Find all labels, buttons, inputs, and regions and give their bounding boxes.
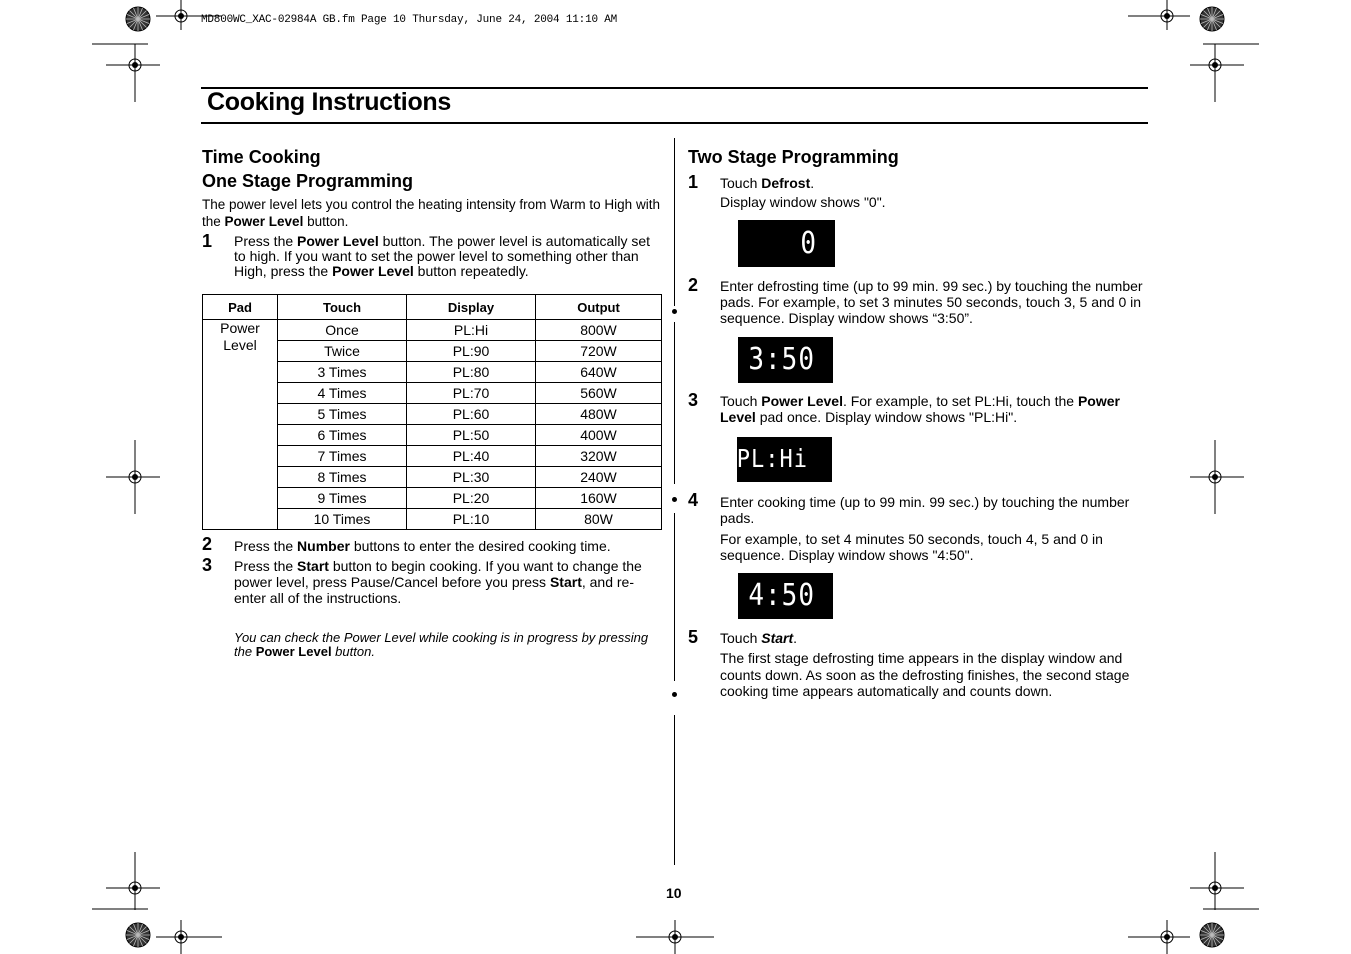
table-cell: 400W <box>536 425 662 446</box>
table-cell: PL:10 <box>407 509 536 530</box>
divider-bullet <box>672 309 677 314</box>
table-header: Display <box>407 295 536 320</box>
step-number: 1 <box>202 231 213 251</box>
table-cell: 80W <box>536 509 662 530</box>
column-divider <box>674 322 675 484</box>
table-cell: 8 Times <box>278 467 407 488</box>
table-cell: 480W <box>536 404 662 425</box>
table-cell: 640W <box>536 362 662 383</box>
table-header: Output <box>536 295 662 320</box>
table-cell: PL:80 <box>407 362 536 383</box>
table-header: Touch <box>278 295 407 320</box>
pad-cell: Power Level <box>203 320 278 530</box>
right-step-5-text2: The first stage defrosting time appears in the display window and counts down. As soon as the defrosting finishes, the second stage cooking time appears automatically and counts down. <box>720 650 1130 699</box>
table-cell: PL:60 <box>407 404 536 425</box>
table-header: Pad <box>203 295 278 320</box>
right-step-4-text2: For example, to set 4 minutes 50 seconds, touch 4, 5 and 0 in sequence. Display window shows "4:50". <box>720 531 1103 563</box>
step-2-text: Press the Number buttons to enter the desired cooking time. <box>234 538 611 554</box>
table-cell: 800W <box>536 320 662 341</box>
section-heading-time-cooking: Time Cooking <box>202 147 321 167</box>
step-number: 3 <box>688 390 699 410</box>
display-window-350: 3:50 <box>738 337 833 383</box>
column-divider <box>674 513 675 681</box>
table-cell: 9 Times <box>278 488 407 509</box>
table-cell: PL:90 <box>407 341 536 362</box>
right-step-5-text: Touch Start. <box>720 630 798 646</box>
table-cell: Once <box>278 320 407 341</box>
right-step-1-line2: Display window shows "0". <box>720 194 886 210</box>
right-step-1-text: Touch Defrost. <box>720 175 815 191</box>
intro-paragraph: The power level lets you control the heating intensity from Warm to High with the Power Level button. <box>202 197 660 229</box>
display-window-450: 4:50 <box>738 573 833 619</box>
table-cell: PL:70 <box>407 383 536 404</box>
divider-bullet <box>672 692 677 697</box>
file-info-line: MD800WC_XAC-02984A GB.fm Page 10 Thursday, June 24, 2004 11:10 AM <box>201 14 618 26</box>
step-number: 1 <box>688 172 699 192</box>
table-cell: 3 Times <box>278 362 407 383</box>
table-cell: 4 Times <box>278 383 407 404</box>
right-step-2-text: Enter defrosting time (up to 99 min. 99 sec.) by touching the number pads. For example, to set 3 minutes 50 seconds, touch 3, 5 and 0 in sequence. Display window shows “3:50”. <box>720 278 1143 326</box>
table-cell: 720W <box>536 341 662 362</box>
section-heading-one-stage: One Stage Programming <box>202 171 414 191</box>
title-rule-bottom <box>201 122 1148 124</box>
page-title: Cooking Instructions <box>207 88 452 116</box>
table-cell: PL:30 <box>407 467 536 488</box>
table-cell: PL:20 <box>407 488 536 509</box>
right-step-3-text: Touch Power Level. For example, to set PL:Hi, touch the Power Level pad once. Display window shows "PL:Hi". <box>720 393 1120 425</box>
step-number: 2 <box>688 275 699 295</box>
step-number: 5 <box>688 627 699 647</box>
step-number: 3 <box>202 555 213 575</box>
display-window-0: 0 <box>738 220 835 267</box>
table-cell: 7 Times <box>278 446 407 467</box>
table-cell: PL:40 <box>407 446 536 467</box>
divider-bullet <box>672 497 677 502</box>
table-cell: PL:50 <box>407 425 536 446</box>
step-number: 4 <box>688 490 699 510</box>
column-divider <box>674 715 675 865</box>
table-cell: PL:Hi <box>407 320 536 341</box>
power-level-table <box>202 294 662 530</box>
section-heading-two-stage: Two Stage Programming <box>688 147 899 167</box>
display-window-plhi: PL:Hi <box>737 437 832 482</box>
table-cell: 160W <box>536 488 662 509</box>
table-cell: 10 Times <box>278 509 407 530</box>
table-cell: Twice <box>278 341 407 362</box>
table-cell: 320W <box>536 446 662 467</box>
page-number: 10 <box>666 885 682 901</box>
step-1-text: Press the Power Level button. The power level is automatically set to high. If you want to set the power level to something other than High, press the Power Level button repeatedly. <box>234 233 651 279</box>
table-cell: 240W <box>536 467 662 488</box>
step-3-text: Press the Start button to begin cooking. If you want to change the power level, press Pause/Cancel before you press Start, and re-enter all of the instructions. <box>234 558 642 606</box>
table-cell: 5 Times <box>278 404 407 425</box>
column-divider <box>674 138 675 306</box>
right-step-4-text: Enter cooking time (up to 99 min. 99 sec.) by touching the number pads. <box>720 494 1130 526</box>
table-cell: 6 Times <box>278 425 407 446</box>
note-text: You can check the Power Level while cooking is in progress by pressing the Power Level button. <box>234 630 649 659</box>
table-cell: 560W <box>536 383 662 404</box>
step-number: 2 <box>202 534 213 554</box>
table-row <box>203 320 662 341</box>
